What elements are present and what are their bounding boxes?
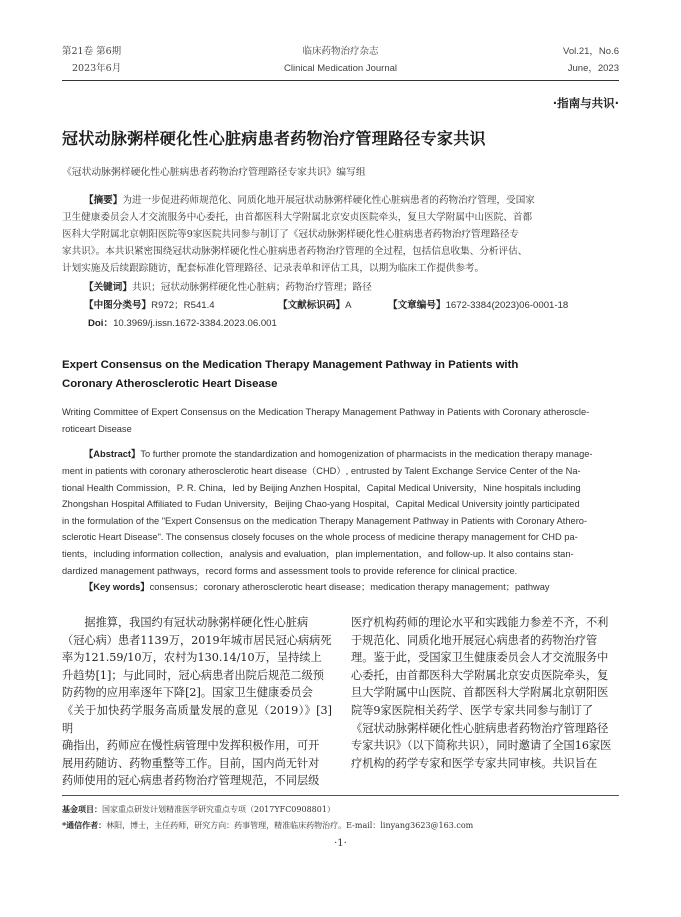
title-en xyxy=(62,356,518,394)
body-line: 院等9家医院相关药学、医学专家共同参与制订了 xyxy=(351,703,594,717)
body-line: 《关于加快药学服务高质量发展的意见（2019）》[3]明 xyxy=(62,703,332,735)
section-label: ·指南与共识· xyxy=(552,96,619,110)
title-cn: 冠状动脉粥样硬化性心脏病患者药物治疗管理路径专家共识 xyxy=(62,129,486,148)
body-line: 专家共识》（以下简称共识），同时邀请了全国16家医 xyxy=(351,739,612,753)
authors-en-line: roticeart Disease xyxy=(62,423,132,434)
footnote-rule xyxy=(62,795,619,796)
body-line: 医疗机构药师的理论水平和实践能力参差不齐，不利 xyxy=(351,616,609,629)
doi-value: 10.3969/j.issn.1672-3384.2023.06.001 xyxy=(113,318,277,329)
page-number: ·1· xyxy=(334,838,347,849)
abstract-en-body xyxy=(62,463,619,579)
abstract-cn-label: 【摘要】 xyxy=(84,195,123,206)
header-journal-cn: 临床药物治疗杂志 xyxy=(302,46,379,57)
abstract-en-line: tional Health Commission，P. R. China，led by Beijing Anzhen Hospital，Capital Medical University，Nine hospitals including xyxy=(62,482,581,493)
body-line: 升趋势[1]；与此同时，冠心病患者出院后规范二级预 xyxy=(62,668,324,682)
footnote-correspondence xyxy=(62,819,473,832)
body-line: 确指出，药师应在慢性病管理中发挥积极作用，可开 xyxy=(62,739,320,753)
authors-en xyxy=(62,404,619,437)
body-line: 旦大学附属中山医院、首都医科大学附属北京朝阳医 xyxy=(351,686,609,700)
body-line: 据推算，我国约有冠状动脉粥样硬化性心脏病 xyxy=(62,616,309,629)
body-line: 防药物的应用率逐年下降[2]。国家卫生健康委员会 xyxy=(62,686,313,700)
keywords-en-label: 【Key words】 xyxy=(84,582,150,592)
abstract-en-line: To further promote the standardization and homogenization of pharmacists in the medication therapy manage- xyxy=(140,449,593,459)
header-date: 2023年6月 xyxy=(72,63,122,74)
abstract-en-line: sclerotic Heart Disease". The consensus closely focuses on the whole process of medicine therapy management for CHD pa- xyxy=(62,532,578,543)
authors-en-line: Writing Committee of Expert Consensus on the Medication Therapy Management Pathway in Patients with Coronary atheroscle- xyxy=(62,407,590,417)
header-date-en: June，2023 xyxy=(567,63,619,74)
abstract-en-line: dardized management pathways，record forms and assessment tools to provide reference for clinical practice. xyxy=(62,565,518,576)
header-rule xyxy=(62,80,619,81)
keywords-en xyxy=(84,579,619,596)
abstract-cn-line: 计划实施及后续跟踪随访，配套标准化管理路径、记录表单和评估工具，以期为临床工作提供参考。 xyxy=(62,263,485,274)
keywords-cn xyxy=(84,279,372,296)
corr-label: *通信作者： xyxy=(62,820,107,830)
keywords-cn-label: 【关键词】 xyxy=(84,282,132,293)
body-line: 《冠状动脉粥样硬化性心脏病患者药物治疗管理路径 xyxy=(351,721,609,735)
abstract-en-label: 【Abstract】 xyxy=(84,449,141,459)
abstract-en-line: Zhongshan Hospital Affiliated to Fudan University，Beijing Chao-yang Hospital，Capital Medical University jointly participated xyxy=(62,499,580,510)
abstract-cn-line: 家共识》。本共识紧密围绕冠状动脉粥样硬化性心脏病患者药物治疗管理的全过程，包括信息收集、分析评估、 xyxy=(62,246,528,257)
article-no-value: 1672-3384(2023)06-0001-18 xyxy=(445,300,569,311)
abstract-en-line: ment in patients with coronary atherosclerotic heart disease（CHD）, entrusted by Talent Exchange Service Center of the Na- xyxy=(62,466,581,476)
keywords-en-text: consensus；coronary atherosclerotic heart disease；medication therapy management；pathway xyxy=(149,582,550,592)
abstract-cn-line: 卫生健康委员会人才交流服务中心委托，由首都医科大学附属北京安贞医院牵头，复旦大学附属中山医院、首都 xyxy=(62,212,533,223)
title-en-line: Coronary Atherosclerotic Heart Disease xyxy=(62,378,278,390)
keywords-cn-text: 共识；冠状动脉粥样硬化性心脏病；药物治疗管理；路径 xyxy=(131,282,372,293)
body-line: （冠心病）患者1139万，2019年城市居民冠心病病死 xyxy=(62,633,332,647)
abstract-cn-body xyxy=(62,209,619,277)
body-line: 展用药随访、药物重整等工作。目前，国内尚无针对 xyxy=(62,756,320,770)
header-volume: 第21卷 第6期 xyxy=(62,46,122,57)
abstract-cn-line: 为进一步促进药师规范化、同质化地开展冠状动脉粥样硬化性心脏病患者的药物治疗管理，受国家 xyxy=(122,195,535,206)
article-no-line xyxy=(388,297,568,314)
body-column-right xyxy=(351,614,619,772)
clc-label: 【中图分类号】 xyxy=(84,300,152,311)
fund-text: 国家重点研发计划精准医学研究重点专项（2017YFC0908801） xyxy=(102,805,335,814)
abstract-en-line: tients，including information collection，analysis and evaluation，plan implementation，and follow-up. It also contains stan- xyxy=(62,548,574,559)
abstract-cn-line: 医科大学附属北京朝阳医院等9家医院共同参与制订了《冠状动脉粥样硬化性心脏病患者药物治疗管理路径专 xyxy=(62,229,520,240)
abstract-en-line: in the formulation of the "Expert Consensus on the medication Therapy Management Pathway in Patients with Coronary Athero- xyxy=(62,515,588,526)
doi-line xyxy=(88,315,277,332)
abstract-cn xyxy=(84,192,619,209)
clc-value: R972；R541.4 xyxy=(151,300,215,311)
authors-cn: 《冠状动脉粥样硬化性心脏病患者药物治疗管理路径专家共识》编写组 xyxy=(62,167,366,178)
header-vol-en: Vol.21，No.6 xyxy=(563,46,619,57)
body-column-left xyxy=(62,614,332,790)
header-journal-en: Clinical Medication Journal xyxy=(284,63,397,74)
corr-text: 林阳，博士，主任药师，研究方向：药事管理，精准临床药物治疗。E-mail：linyang3623@163.com xyxy=(106,821,474,830)
footnote-fund xyxy=(62,803,335,816)
body-line: 理。鉴于此，受国家卫生健康委员会人才交流服务中 xyxy=(351,651,609,665)
doccode-label: 【文献标识码】 xyxy=(278,300,346,311)
body-line: 心委托，由首都医科大学附属北京安贞医院牵头，复 xyxy=(351,668,609,682)
doccode-value: A xyxy=(345,300,352,311)
body-line: 疗机构的药学专家和医学专家共同审核。共识旨在 xyxy=(351,756,598,770)
body-line: 药师使用的冠心病患者药物治疗管理规范，不同层级 xyxy=(62,774,320,788)
abstract-en-first xyxy=(84,446,619,463)
fund-label: 基金项目： xyxy=(62,804,102,814)
doi-label: Doi： xyxy=(88,318,114,329)
doccode-line xyxy=(278,297,352,314)
body-line: 率为121.59/10万，农村为130.14/10万，呈持续上 xyxy=(62,651,322,665)
title-en-line: Expert Consensus on the Medication Therapy Management Pathway in Patients with xyxy=(62,359,519,371)
article-no-label: 【文章编号】 xyxy=(388,300,446,311)
body-line: 于规范化、同质化地开展冠心病患者的药物治疗管 xyxy=(351,633,598,647)
